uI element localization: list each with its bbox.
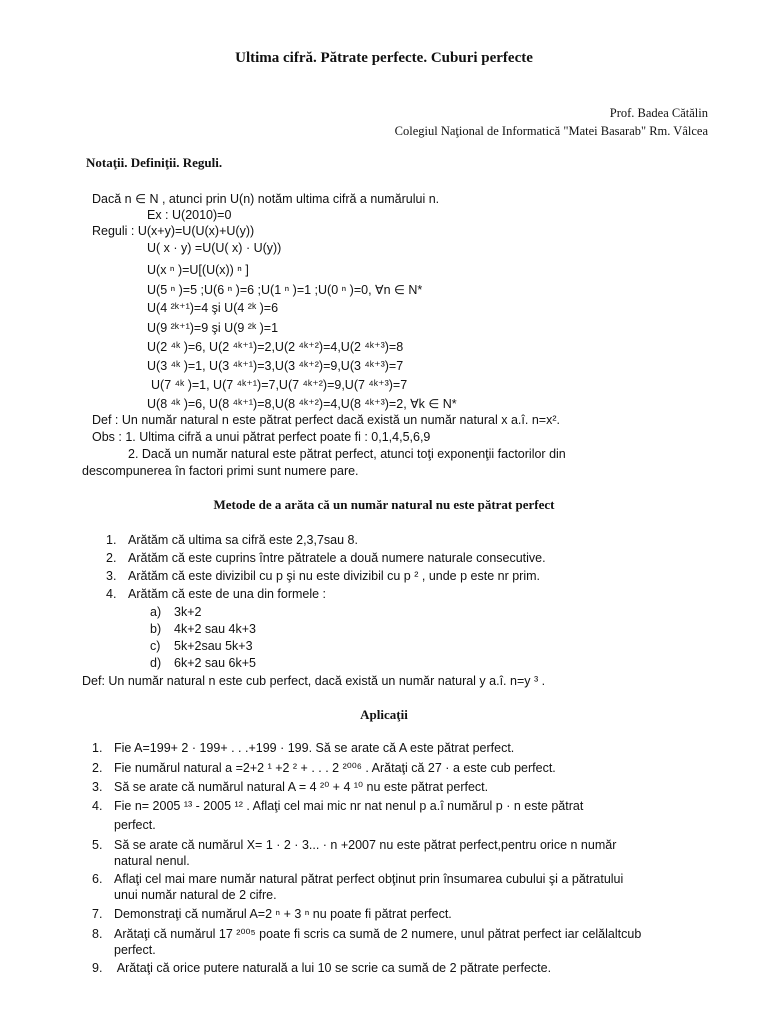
method-text: Arătăm că este cuprins între pătratele a două numere naturale consecutive. <box>128 551 546 565</box>
application-text: Să se arate că numărul X= 1 · 2 · 3... · n +2007 nu este pătrat perfect,pentru orice n număr <box>114 838 617 852</box>
rule-line: U(x ⁿ )=U[(U(x)) ⁿ ] <box>147 263 249 277</box>
sub-label: b) <box>150 622 162 636</box>
application-item <box>92 779 488 794</box>
application-item <box>92 799 583 813</box>
sub-label: a) <box>150 605 162 619</box>
application-text: Fie numărul natural a =2+2 ¹ +2 ² + . . . 2 ²⁰⁰⁶ . Arătaţi că 27 · a este cub perfect. <box>114 761 556 775</box>
definition-square: Def : Un număr natural n este pătrat perfect dacă există un număr natural x a.î. n=x². <box>92 413 560 427</box>
application-item <box>92 926 641 941</box>
method-text: Arătăm că ultima sa cifră este 2,3,7sau 8. <box>128 533 358 547</box>
application-item <box>92 872 623 886</box>
list-number: 1. <box>92 741 103 755</box>
rule-line: U(8 ⁴ᵏ )=6, U(8 ⁴ᵏ⁺¹)=8,U(8 ⁴ᵏ⁺²)=4,U(8 ⁴ᵏ⁺³)=2, ∀k ∈ N* <box>147 397 457 411</box>
application-item <box>92 760 556 775</box>
sub-text: 3k+2 <box>174 605 202 619</box>
list-number: 9. <box>92 961 103 975</box>
sub-label: c) <box>150 639 161 653</box>
form-subitem <box>150 605 201 619</box>
section-heading-notations: Notaţii. Definiţii. Reguli. <box>86 155 223 170</box>
rule-line: U(7 ⁴ᵏ )=1, U(7 ⁴ᵏ⁺¹)=7,U(7 ⁴ᵏ⁺²)=9,U(7 ⁴ᵏ⁺³)=7 <box>151 378 408 392</box>
application-continuation: unui număr natural de 2 cifre. <box>114 888 277 902</box>
form-subitem <box>150 639 253 653</box>
list-number: 8. <box>92 927 103 941</box>
list-number: 1. <box>106 533 117 547</box>
application-continuation: perfect. <box>114 943 156 957</box>
list-number: 2. <box>106 551 117 565</box>
rule-line: U(9 ²ᵏ⁺¹)=9 şi U(9 ²ᵏ )=1 <box>147 321 279 335</box>
method-item <box>106 533 358 547</box>
form-subitem <box>150 622 256 636</box>
method-text: Arătăm că este divizibil cu p şi nu este divizibil cu p ² , unde p este nr prim. <box>128 569 540 583</box>
application-item <box>92 741 514 755</box>
rule-line: U(4 ²ᵏ⁺¹)=4 şi U(4 ²ᵏ )=6 <box>147 301 279 315</box>
application-text: Fie A=199+ 2 · 199+ . . .+199 · 199. Să se arate că A este pătrat perfect. <box>114 741 515 755</box>
application-item <box>92 961 551 975</box>
application-item <box>92 838 616 852</box>
author-school: Colegiul Naţional de Informatică "Matei Basarab" Rm. Vâlcea <box>394 124 708 138</box>
list-number: 2. <box>92 761 103 775</box>
notation-line: Dacă n ∈ N , atunci prin U(n) notăm ultima cifră a numărului n. <box>92 192 440 206</box>
definition-cube: Def: Un număr natural n este cub perfect, dacă există un număr natural y a.î. n=y ³ . <box>82 674 546 688</box>
method-item <box>106 587 326 601</box>
list-number: 6. <box>92 872 103 886</box>
application-text: Arătaţi că orice putere naturală a lui 10 se scrie ca sumă de 2 pătrate perfecte. <box>114 961 552 975</box>
rule-line: Reguli : U(x+y)=U(U(x)+U(y)) <box>92 224 255 238</box>
sub-text: 4k+2 sau 4k+3 <box>174 622 257 636</box>
observation-line: Obs : 1. Ultima cifră a unui pătrat perfect poate fi : 0,1,4,5,6,9 <box>92 430 431 444</box>
application-continuation: natural nenul. <box>114 854 190 868</box>
method-item <box>106 569 540 583</box>
rule-line: U(5 ⁿ )=5 ;U(6 ⁿ )=6 ;U(1 ⁿ )=1 ;U(0 ⁿ )=0, ∀n ∈ N* <box>147 283 423 297</box>
application-text: Să se arate că numărul natural A = 4 ²⁰ + 4 ¹⁰ nu este pătrat perfect. <box>114 780 489 794</box>
list-number: 7. <box>92 907 103 921</box>
list-number: 3. <box>106 569 117 583</box>
document-title: Ultima cifră. Pătrate perfecte. Cuburi perfecte <box>235 50 533 66</box>
section-heading-methods: Metode de a arăta că un număr natural nu este pătrat perfect <box>213 497 555 512</box>
application-text: Aflaţi cel mai mare număr natural pătrat perfect obţinut prin însumarea cubului şi a pătratului <box>114 872 624 886</box>
method-text: Arătăm că este de una din formele : <box>128 587 327 601</box>
author-name: Prof. Badea Cătălin <box>609 106 708 120</box>
list-number: 4. <box>106 587 117 601</box>
rule-line: U( x · y) =U(U( x) · U(y)) <box>147 241 282 255</box>
application-text: Demonstraţi că numărul A=2 ⁿ + 3 ⁿ nu poate fi pătrat perfect. <box>114 907 452 921</box>
sub-text: 6k+2 sau 6k+5 <box>174 656 257 670</box>
list-number: 3. <box>92 780 103 794</box>
observation-line: descompunerea în factori primi sunt numere pare. <box>82 464 359 478</box>
section-heading-applications: Aplicaţii <box>360 707 408 722</box>
application-item <box>92 907 452 921</box>
application-text: Fie n= 2005 ¹³ - 2005 ¹² . Aflaţi cel mai mic nr nat nenul p a.î numărul p · n este pătrat <box>114 799 584 813</box>
rule-line: U(3 ⁴ᵏ )=1, U(3 ⁴ᵏ⁺¹)=3,U(3 ⁴ᵏ⁺²)=9,U(3 ⁴ᵏ⁺³)=7 <box>147 359 404 373</box>
sub-text: 5k+2sau 5k+3 <box>174 639 253 653</box>
observation-line: 2. Dacă un număr natural este pătrat perfect, atunci toţi exponenţii factorilor din <box>128 447 566 461</box>
method-item <box>106 551 546 565</box>
application-continuation: perfect. <box>114 818 156 832</box>
list-number: 4. <box>92 799 103 813</box>
notation-line: Ex : U(2010)=0 <box>147 208 232 222</box>
rule-line: U(2 ⁴ᵏ )=6, U(2 ⁴ᵏ⁺¹)=2,U(2 ⁴ᵏ⁺²)=4,U(2 ⁴ᵏ⁺³)=8 <box>147 340 404 354</box>
sub-label: d) <box>150 656 162 670</box>
application-text: Arătaţi că numărul 17 ²⁰⁰⁵ poate fi scris ca sumă de 2 numere, unul pătrat perfect iar celălaltcub <box>114 927 642 941</box>
list-number: 5. <box>92 838 103 852</box>
form-subitem <box>150 656 256 670</box>
